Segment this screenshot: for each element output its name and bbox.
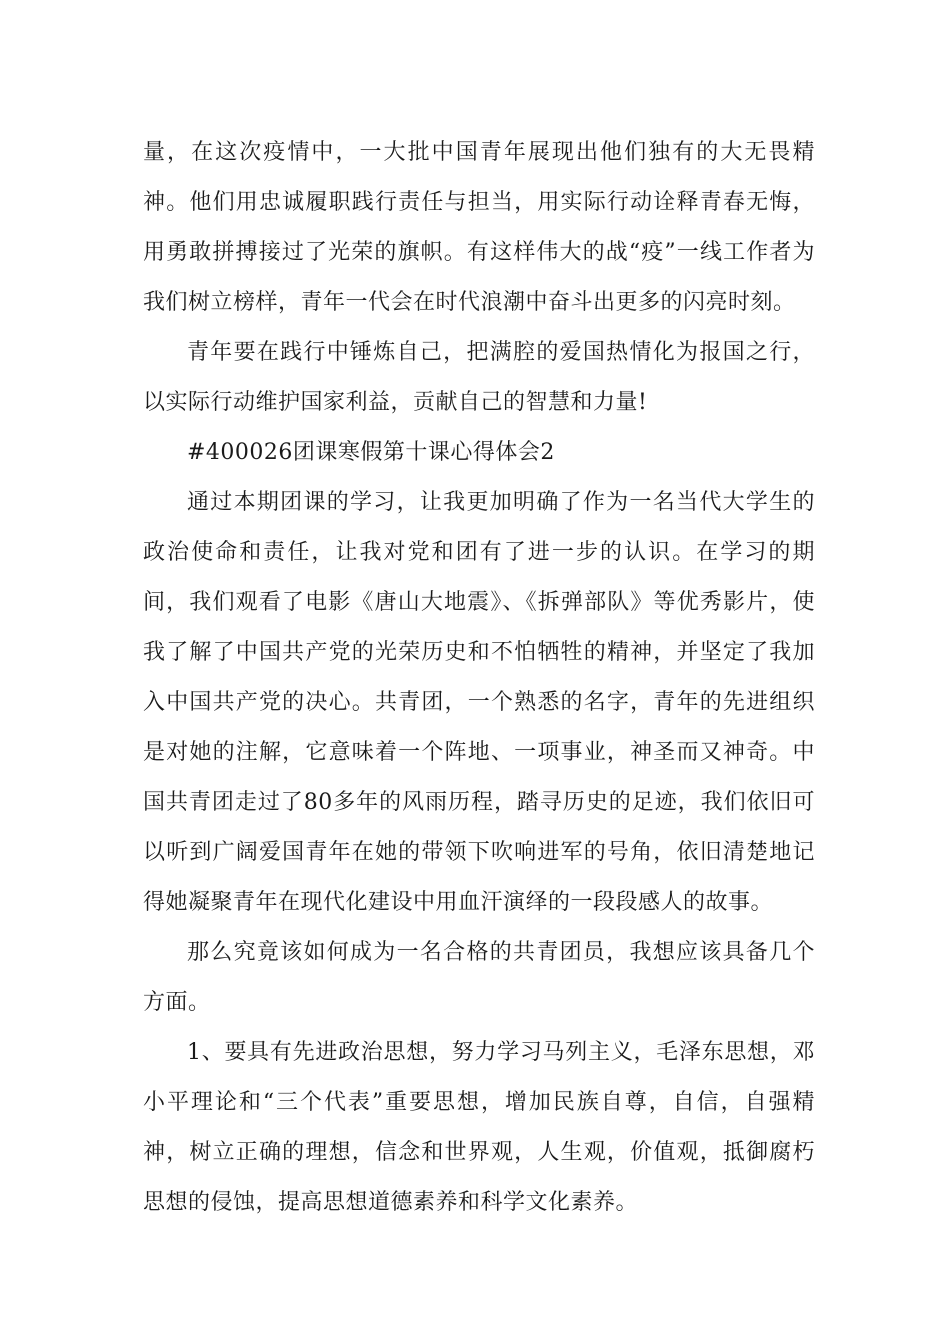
paragraph-qualified-member: 那么究竟该如何成为一名合格的共青团员，我想应该具备几个方面。 xyxy=(143,940,815,1015)
paragraph-continuation: 量，在这次疫情中，一大批中国青年展现出他们独有的大无畏精神。他们用忠诚履职践行责任与担当，用实际行动诠释青春无悔，用勇敢拼搏接过了光荣的旗帜。有这样伟大的战“疫”一线工作者为我们树立榜样，青年一代会在时代浪潮中奋斗出更多的闪亮时刻。 xyxy=(143,140,815,315)
section-heading: #400026团课寒假第十课心得体会2 xyxy=(187,440,555,465)
paragraph-point-1: 1、要具有先进政治思想，努力学习马列主义，毛泽东思想，邓小平理论和“三个代表”重要思想，增加民族自尊，自信，自强精神，树立正确的理想，信念和世界观，人生观，价值观，抵御腐朽思想的侵蚀，提高思想道德素养和科学文化素养。 xyxy=(143,1040,815,1215)
document-body xyxy=(143,128,815,1228)
paragraph-youth-practice: 青年要在践行中锤炼自己，把满腔的爱国热情化为报国之行，以实际行动维护国家利益，贡献自己的智慧和力量! xyxy=(143,340,815,415)
paragraph-league-study: 通过本期团课的学习，让我更加明确了作为一名当代大学生的政治使命和责任，让我对党和团有了进一步的认识。在学习的期间，我们观看了电影《唐山大地震》、《拆弹部队》等优秀影片，使我了解了中国共产党的光荣历史和不怕牺牲的精神，并坚定了我加入中国共产党的决心。共青团，一个熟悉的名字，青年的先进组织是对她的注解，它意味着一个阵地、一项事业，神圣而又神奇。中国共青团走过了80多年的风雨历程，踏寻历史的足迹，我们依旧可以听到广阔爱国青年在她的带领下吹响进军的号角，依旧清楚地记得她凝聚青年在现代化建设中用血汗演绎的一段段感人的故事。 xyxy=(143,490,815,915)
